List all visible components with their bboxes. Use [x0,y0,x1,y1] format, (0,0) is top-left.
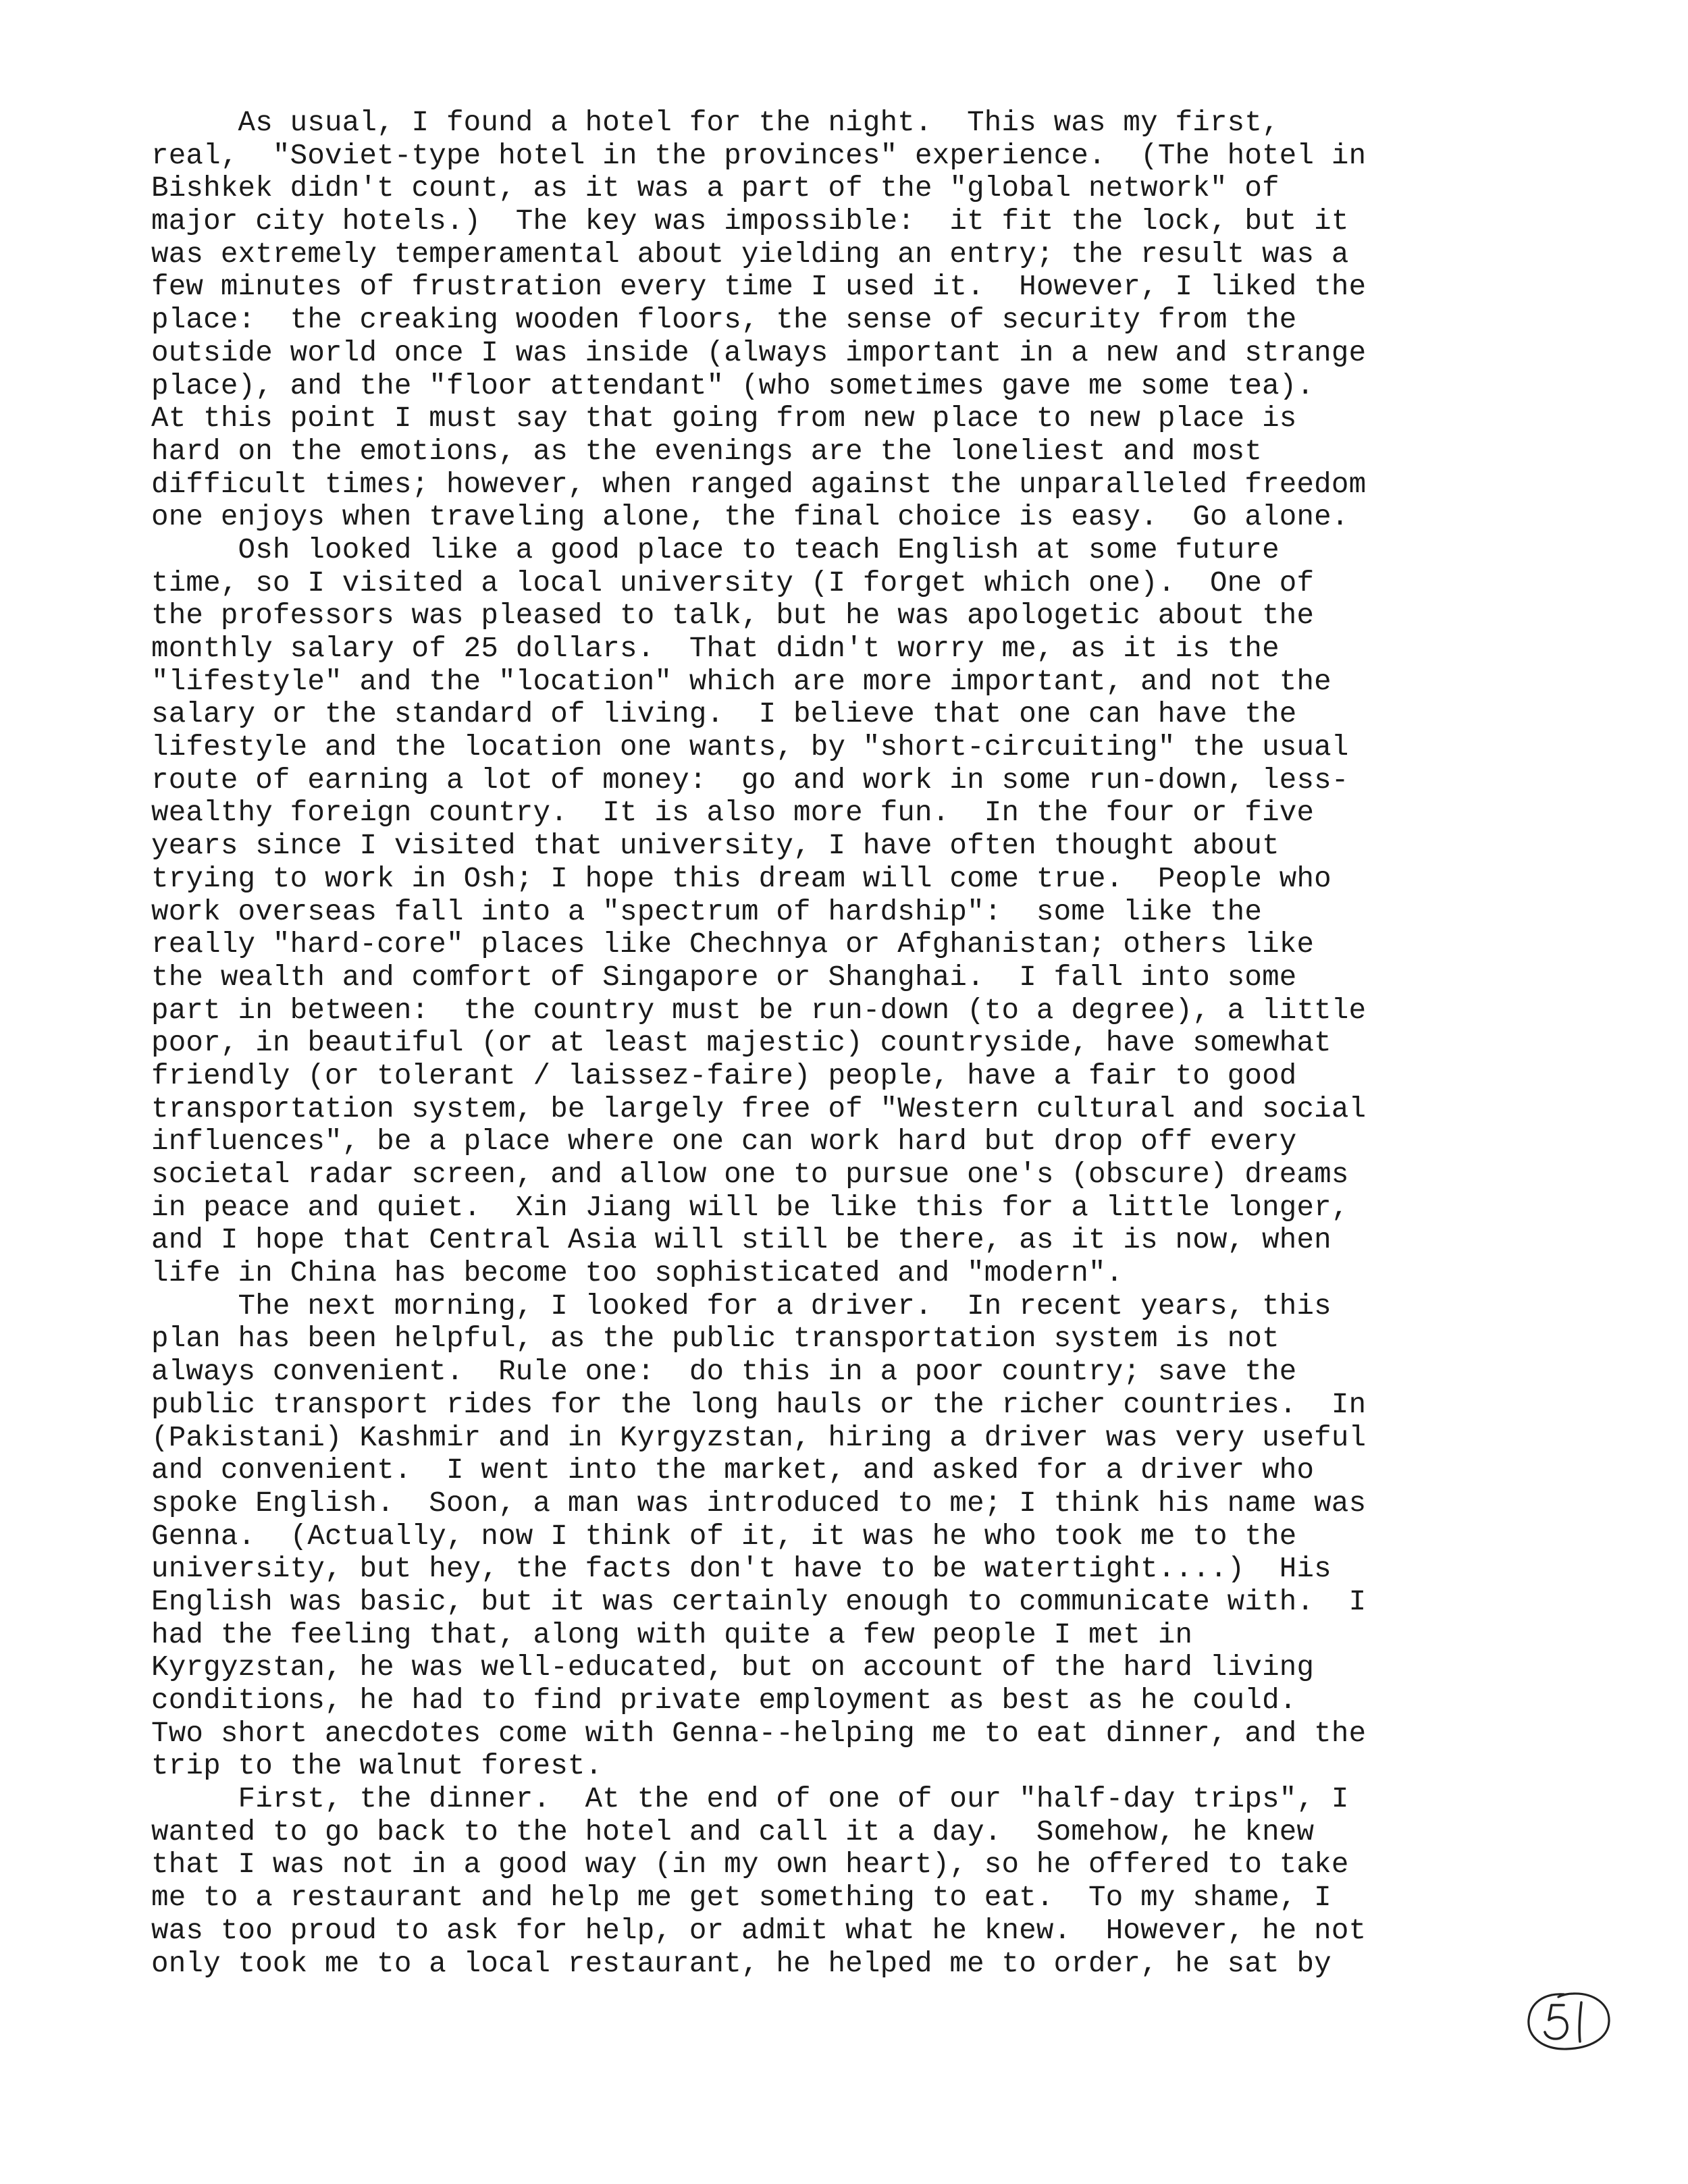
text-line: major city hotels.) The key was impossible: it fit the lock, but it [151,205,1349,238]
circled-number-icon [1525,1990,1612,2052]
text-line: friendly (or tolerant / laissez-faire) people, have a fair to good [151,1059,1297,1092]
text-line: difficult times; however, when ranged against the unparalleled freedom [151,468,1367,501]
text-line: hard on the emotions, as the evenings are the loneliest and most [151,435,1263,468]
text-line: conditions, he had to find private employment as best as he could. [151,1684,1297,1717]
text-line: outside world once I was inside (always important in a new and strange [151,336,1367,369]
text-line: Kyrgyzstan, he was well-educated, but on account of the hard living [151,1651,1315,1684]
handwritten-page-number [1525,1990,1612,2052]
document-body-text [151,107,1583,1980]
text-line: that I was not in a good way (in my own heart), so he offered to take [151,1848,1349,1882]
text-line: only took me to a local restaurant, he helped me to order, he sat by [151,1947,1331,1980]
text-line: spoke English. Soon, a man was introduced to me; I think his name was [151,1487,1367,1520]
text-line: Bishkek didn't count, as it was a part of the "global network" of [151,172,1280,205]
text-line: (Pakistani) Kashmir and in Kyrgyzstan, hiring a driver was very useful [151,1421,1367,1454]
text-line: was extremely temperamental about yielding an entry; the result was a [151,238,1349,271]
text-line: life in China has become too sophisticated and "modern". [151,1257,1124,1290]
text-line: At this point I must say that going from new place to new place is [151,402,1297,435]
text-line: few minutes of frustration every time I used it. However, I liked the [151,271,1367,304]
text-line: influences", be a place where one can work hard but drop off every [151,1125,1297,1158]
text-line: part in between: the country must be run-down (to a degree), a little [151,994,1367,1027]
text-line: and I hope that Central Asia will still be there, as it is now, when [151,1224,1331,1257]
text-line: Genna. (Actually, now I think of it, it was he who took me to the [151,1520,1297,1553]
text-line: time, so I visited a local university (I forget which one). One of [151,566,1315,600]
text-line: university, but hey, the facts don't have to be watertight....) His [151,1553,1331,1586]
text-line: the professors was pleased to talk, but he was apologetic about the [151,600,1315,633]
text-line: trying to work in Osh; I hope this dream will come true. People who [151,862,1331,895]
text-line: and convenient. I went into the market, and asked for a driver who [151,1454,1315,1487]
text-line: in peace and quiet. Xin Jiang will be like this for a little longer, [151,1191,1349,1224]
text-line: plan has been helpful, as the public transportation system is not [151,1323,1280,1356]
text-line: lifestyle and the location one wants, by "short-circuiting" the usual [151,731,1349,764]
text-line: one enjoys when traveling alone, the final choice is easy. Go alone. [151,501,1349,534]
text-line: As usual, I found a hotel for the night. This was my first, [151,107,1280,139]
text-line: me to a restaurant and help me get something to eat. To my shame, I [151,1882,1331,1915]
text-line: the wealth and comfort of Singapore or Shanghai. I fall into some [151,961,1297,994]
text-line: poor, in beautiful (or at least majestic) countryside, have somewhat [151,1027,1331,1060]
text-line: place: the creaking wooden floors, the sense of security from the [151,304,1297,337]
text-line: had the feeling that, along with quite a few people I met in [151,1618,1193,1651]
text-line: Osh looked like a good place to teach English at some future [151,533,1280,566]
text-line: Two short anecdotes come with Genna--helping me to eat dinner, and the [151,1717,1367,1750]
text-line: years since I visited that university, I have often thought about [151,830,1280,863]
text-line: place), and the "floor attendant" (who sometimes gave me some tea). [151,369,1315,402]
text-line: work overseas fall into a "spectrum of hardship": some like the [151,895,1263,928]
text-line: monthly salary of 25 dollars. That didn't worry me, as it is the [151,633,1280,665]
text-line: real, "Soviet-type hotel in the provinces" experience. (The hotel in [151,139,1367,172]
text-line: transportation system, be largely free of "Western cultural and social [151,1092,1367,1125]
text-line: salary or the standard of living. I believe that one can have the [151,698,1297,731]
text-line: The next morning, I looked for a driver. In recent years, this [151,1289,1331,1323]
text-line: wealthy foreign country. It is also more fun. In the four or five [151,797,1315,830]
text-line: First, the dinner. At the end of one of our "half-day trips", I [151,1783,1349,1816]
text-line: was too proud to ask for help, or admit what he knew. However, he not [151,1914,1367,1947]
text-line: English was basic, but it was certainly enough to communicate with. I [151,1585,1367,1618]
text-line: public transport rides for the long hauls or the richer countries. In [151,1388,1367,1421]
text-line: really "hard-core" places like Chechnya or Afghanistan; others like [151,928,1315,961]
text-line: route of earning a lot of money: go and work in some run-down, less- [151,764,1349,797]
text-line: "lifestyle" and the "location" which are more important, and not the [151,665,1331,698]
text-line: societal radar screen, and allow one to pursue one's (obscure) dreams [151,1158,1349,1191]
text-line: wanted to go back to the hotel and call it a day. Somehow, he knew [151,1815,1315,1848]
text-line: always convenient. Rule one: do this in a poor country; save the [151,1356,1297,1389]
text-line: trip to the walnut forest. [151,1750,603,1783]
